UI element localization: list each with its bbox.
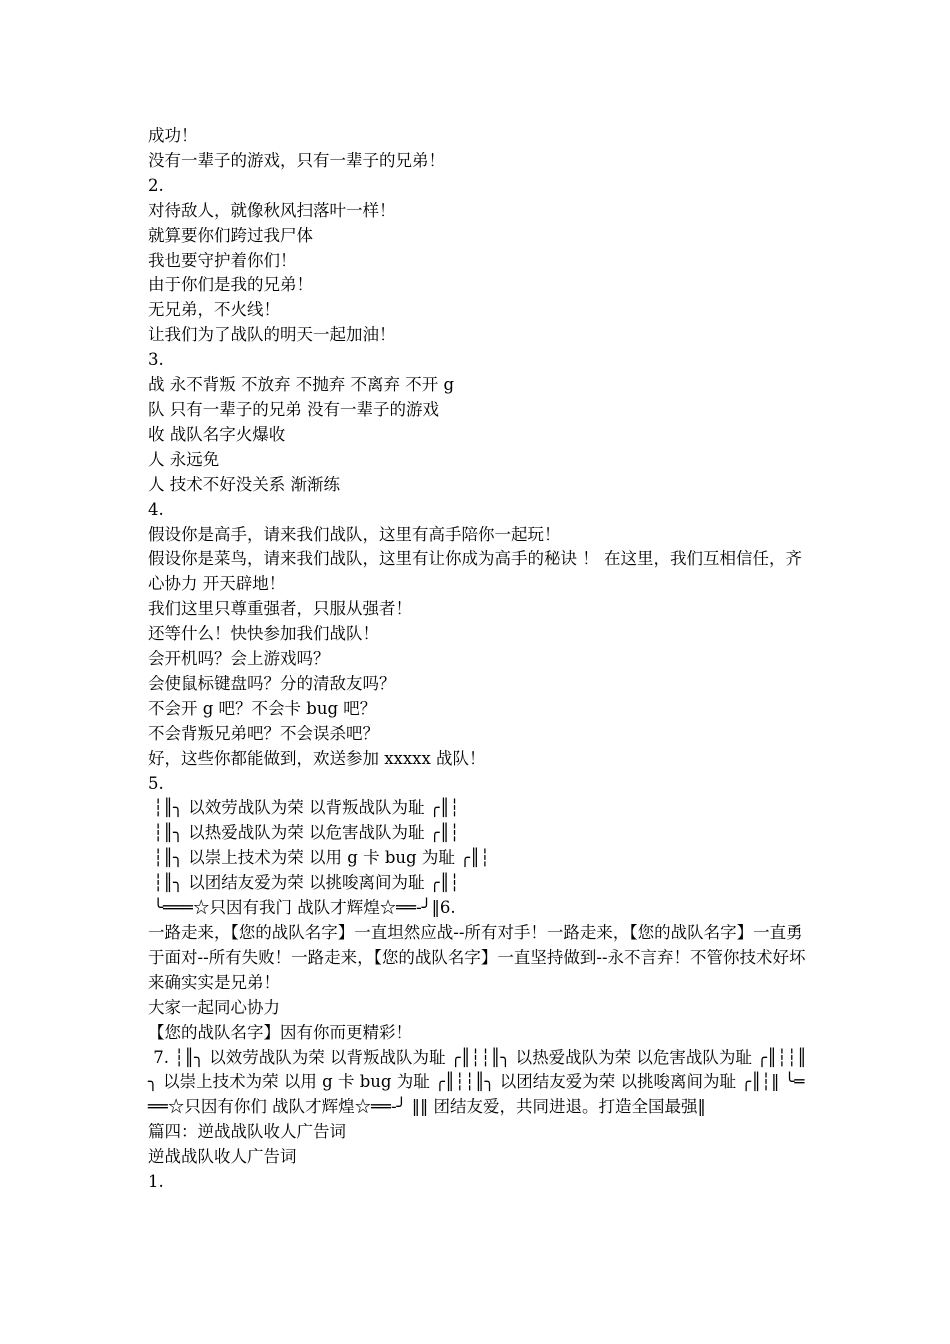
- motto-line: ┆║╮ 以团结友爱为荣 以挑唆离间为耻 ╭║┆: [148, 873, 460, 893]
- motto-line: ┆║╮ 以崇上技术为荣 以用 g 卡 bug 为耻 ╭║┆: [148, 848, 490, 868]
- section-number: 1.: [148, 1172, 164, 1192]
- section-title: 逆战战队收人广告词: [148, 1147, 297, 1167]
- text-paragraph: 假设你是菜鸟，请来我们战队，这里有让你成为高手的秘诀 ！ 在这里，我们互相信任，齐心协力 开天辟地！: [148, 549, 802, 594]
- text-line: 对待敌人，就像秋风扫落叶一样！: [148, 200, 396, 220]
- text-line: 人 永远免: [148, 449, 220, 469]
- text-line: 不会开 g 吧？不会卡 bug 吧？: [148, 698, 377, 718]
- motto-line: ┆║╮ 以热爱战队为荣 以危害战队为耻 ╭║┆: [148, 823, 460, 843]
- text-line: 【您的战队名字】因有你而更精彩！: [148, 1022, 412, 1042]
- text-line: 无兄弟，不火线！: [148, 300, 280, 320]
- text-line: 好，这些你都能做到，欢送参加 xxxxx 战队！: [148, 748, 486, 768]
- section-number: 2.: [148, 175, 164, 195]
- text-line: 战 永不背叛 不放弃 不抛弃 不离弃 不开 g: [148, 375, 455, 395]
- text-line: 还等什么！快快参加我们战队！: [148, 624, 379, 644]
- text-line: 假设你是高手，请来我们战队，这里有高手陪你一起玩！: [148, 524, 561, 544]
- text-line: 不会背叛兄弟吧？不会误杀吧？: [148, 723, 379, 743]
- document-body: [148, 124, 811, 1195]
- text-line: 会使鼠标键盘吗？分的清敌友吗？: [148, 673, 396, 693]
- text-line: 没有一辈子的游戏，只有一辈子的兄弟！: [148, 150, 445, 170]
- text-line: 人 技术不好没关系 渐渐练: [148, 474, 340, 494]
- text-line: 我也要守护着你们！: [148, 250, 297, 270]
- text-line: 队 只有一辈子的兄弟 没有一辈子的游戏: [148, 399, 439, 419]
- motto-footer: ╰═══☆只因有我门 战队才辉煌☆══-╯‖6.: [148, 898, 456, 918]
- section-number: 3.: [148, 350, 164, 370]
- text-paragraph: 一路走来，【您的战队名字】一直坦然应战--所有对手！一路走来，【您的战队名字】一直勇于面对--所有失败！一路走来，【您的战队名字】一直坚持做到--永不言弃！不管你技术好坏 来确实实是兄弟！: [148, 923, 811, 992]
- chapter-heading: 篇四：逆战战队收人广告词: [148, 1122, 346, 1142]
- text-line: 我们这里只尊重强者，只服从强者！: [148, 599, 412, 619]
- text-line: 让我们为了战队的明天一起加油！: [148, 325, 396, 345]
- section-number: 5.: [148, 773, 164, 793]
- text-line: 会开机吗？会上游戏吗？: [148, 649, 330, 669]
- text-line: 大家一起同心协力: [148, 997, 280, 1017]
- section-number: 4.: [148, 499, 164, 519]
- text-line: 收 战队名字火爆收: [148, 424, 286, 444]
- motto-line: ┆║╮ 以效劳战队为荣 以背叛战队为耻 ╭║┆: [148, 798, 460, 818]
- text-line: 就算要你们跨过我尸体: [148, 225, 313, 245]
- text-line: 由于你们是我的兄弟！: [148, 275, 313, 295]
- text-paragraph: 7. ┆║╮ 以效劳战队为荣 以背叛战队为耻 ╭║┆┆║╮ 以热爱战队为荣 以危害战队为耻 ╭║┆┆║╮ 以崇上技术为荣 以用 g 卡 bug 为耻 ╭║┆┆║╮ 以团结友爱为荣 以挑唆离间为耻 ╭║┆‖ ╰═══☆只因有你们 战队才辉煌☆══-╯ ‖‖ 团结友爱，共同进退。打造全国最强‖: [148, 1047, 807, 1117]
- text-line: 成功！: [148, 126, 198, 145]
